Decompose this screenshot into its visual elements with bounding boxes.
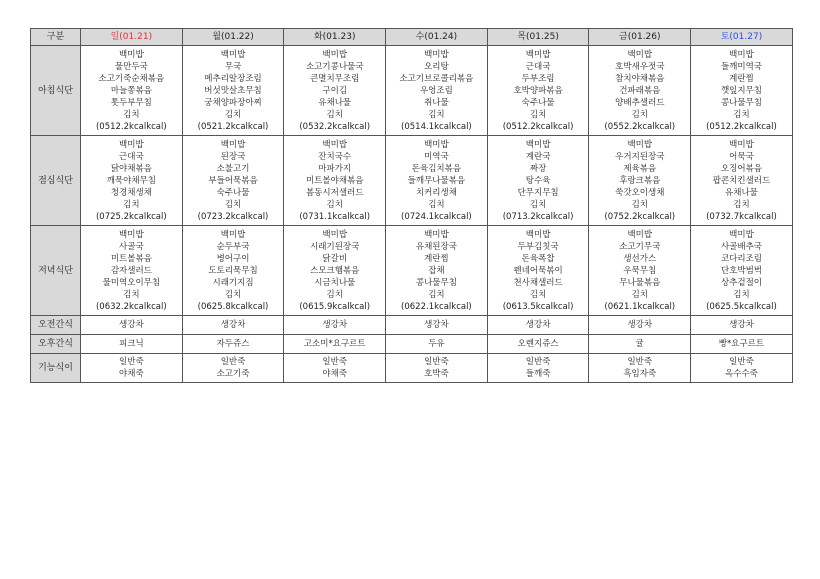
menu-item: 김치 — [733, 110, 750, 120]
menu-item: 소고기죽 — [216, 369, 250, 379]
menu-cell — [81, 46, 183, 136]
menu-item: 계란찜 — [424, 254, 449, 264]
menu-item: 탕수육 — [525, 176, 551, 186]
menu-item: 백미밥 — [525, 140, 551, 150]
menu-cell: 고소미*요구르트 — [284, 335, 386, 354]
menu-item: (0613.5kcalkcal) — [502, 302, 574, 312]
menu-item: (0713.2kcalkcal) — [502, 212, 574, 222]
menu-item: (0512.2kcalkcal) — [706, 122, 777, 132]
menu-item: 시래기된장국 — [310, 242, 360, 252]
menu-item: 메추리알장조림 — [204, 74, 262, 84]
menu-item: (0752.2kcalkcal) — [604, 212, 676, 222]
menu-item: 궁채양파장아찌 — [204, 98, 262, 108]
menu-item: 김치 — [224, 290, 242, 300]
menu-item: 백미밥 — [220, 50, 246, 60]
menu-cell — [386, 136, 488, 226]
menu-item: 참치야채볶음 — [615, 74, 665, 84]
menu-item: (0512.2kcalkcal) — [502, 122, 574, 132]
menu-item: 유채나물 — [725, 188, 758, 198]
menu-item: 쑥갓오이생채 — [615, 188, 665, 198]
menu-item: 백미밥 — [729, 50, 754, 60]
menu-item: 백미밥 — [627, 140, 653, 150]
menu-item: 돈육폭찹 — [521, 254, 555, 264]
menu-item: (0723.2kcalkcal) — [197, 212, 269, 222]
menu-item: 백미밥 — [424, 50, 449, 60]
menu-item: 사골국 — [119, 242, 144, 252]
menu-item: 김치 — [123, 110, 140, 120]
menu-item: 김치 — [224, 110, 242, 120]
menu-item: 팝콘치킨샐러드 — [712, 176, 771, 186]
menu-item: 두부김칫국 — [517, 242, 559, 252]
menu-item: 일반죽 — [220, 357, 246, 367]
menu-item: 야채죽 — [322, 369, 348, 379]
day-header-friday: 금(01.26) — [589, 29, 691, 46]
menu-cell — [182, 136, 284, 226]
menu-item: 마파가지 — [318, 164, 352, 174]
menu-item: 오징어볶음 — [720, 164, 762, 174]
menu-item: 김치 — [123, 290, 140, 300]
menu-cell — [691, 136, 793, 226]
menu-cell: 생강차 — [487, 316, 589, 335]
menu-item: (0621.1kcalkcal) — [604, 302, 676, 312]
menu-item: 무국 — [224, 62, 242, 72]
menu-cell — [487, 354, 589, 383]
menu-item: 김치 — [326, 290, 343, 300]
menu-item: (0615.9kcalkcal) — [299, 302, 371, 312]
menu-item: 일반죽 — [729, 357, 754, 367]
menu-item: 숙주나물 — [521, 98, 555, 108]
menu-item: 김치 — [123, 200, 140, 210]
menu-cell — [487, 226, 589, 316]
menu-item: 코다리조림 — [720, 254, 762, 264]
day-header-monday: 월(01.22) — [182, 29, 284, 46]
menu-item: (0514.1kcalkcal) — [401, 122, 472, 132]
menu-item: 들깨무나물볶음 — [407, 176, 466, 186]
row-label-pm-snack: 오후간식 — [31, 335, 81, 354]
menu-cell — [691, 226, 793, 316]
menu-item: 흑임자죽 — [623, 369, 657, 379]
menu-item: 김치 — [428, 290, 445, 300]
menu-item: 유채된장국 — [415, 242, 457, 252]
menu-item: (0625.5kcalkcal) — [706, 302, 777, 312]
menu-item: 어묵국 — [729, 152, 754, 162]
menu-item: 우엉조림 — [419, 86, 453, 96]
menu-cell: 빵*요구르트 — [691, 335, 793, 354]
menu-item: 두부조림 — [521, 74, 555, 84]
menu-item: (0512.2kcalkcal) — [95, 122, 167, 132]
menu-item: (0552.2kcalkcal) — [604, 122, 676, 132]
menu-cell — [487, 46, 589, 136]
breakfast-row — [31, 46, 793, 136]
menu-cell — [589, 354, 691, 383]
menu-item: 우묵무침 — [623, 266, 657, 276]
day-header-saturday: 토(01.27) — [691, 29, 793, 46]
menu-item: 구이김 — [322, 86, 348, 96]
menu-item: 미트볼볶음 — [110, 254, 152, 264]
menu-item: 버섯맛살초무침 — [204, 86, 262, 96]
menu-item: 근대국 — [119, 152, 144, 162]
menu-item: 마늘쫑볶음 — [110, 86, 152, 96]
row-label-am-snack: 오전간식 — [31, 316, 81, 335]
menu-item: 김치 — [733, 290, 750, 300]
menu-item: 김치 — [529, 110, 547, 120]
lunch-row — [31, 136, 793, 226]
menu-item: 스모크햄볶음 — [310, 266, 360, 276]
menu-cell — [284, 354, 386, 383]
menu-item: 봄동시저샐러드 — [305, 188, 364, 198]
menu-item: 백미밥 — [119, 140, 144, 150]
menu-item: (0724.1kcalkcal) — [401, 212, 472, 222]
menu-item: 김치 — [733, 200, 750, 210]
menu-item: 단무지무침 — [517, 188, 559, 198]
menu-cell — [182, 354, 284, 383]
menu-item: 백미밥 — [627, 50, 653, 60]
menu-item: 소고기죽순채볶음 — [98, 74, 165, 84]
menu-item: (0632.2kcalkcal) — [95, 302, 167, 312]
row-label-dinner: 저녁식단 — [31, 226, 81, 316]
menu-cell: 생강차 — [691, 316, 793, 335]
menu-item: 백미밥 — [220, 230, 246, 240]
menu-item: 백미밥 — [525, 230, 551, 240]
menu-item: 들깨미역국 — [720, 62, 762, 72]
menu-item: 김치 — [326, 200, 343, 210]
menu-item: 닭야채볶음 — [110, 164, 152, 174]
menu-cell — [589, 46, 691, 136]
menu-item: (0625.8kcalkcal) — [197, 302, 269, 312]
menu-cell: 자두쥬스 — [182, 335, 284, 354]
menu-item: 김치 — [631, 200, 648, 210]
menu-item: 감자샐러드 — [110, 266, 152, 276]
menu-item: 김치 — [631, 110, 648, 120]
row-label-breakfast: 아침식단 — [31, 46, 81, 136]
pm-snack-row — [31, 335, 793, 354]
menu-item: (0725.2kcalkcal) — [95, 212, 167, 222]
menu-item: 제육볶음 — [623, 164, 657, 174]
menu-cell — [386, 46, 488, 136]
menu-cell: 생강차 — [386, 316, 488, 335]
am-snack-row — [31, 316, 793, 335]
menu-item: 도토리묵무침 — [208, 266, 258, 276]
menu-item: 큰멸치무조림 — [310, 74, 360, 84]
menu-item: 백미밥 — [729, 230, 754, 240]
menu-item: 숙주나물 — [216, 188, 250, 198]
menu-item: 김치 — [529, 290, 547, 300]
menu-cell — [284, 136, 386, 226]
menu-cell — [487, 136, 589, 226]
menu-cell — [589, 226, 691, 316]
special-diet-row — [31, 354, 793, 383]
menu-item: 김치 — [428, 110, 445, 120]
menu-item: 호박양파볶음 — [513, 86, 563, 96]
menu-cell: 생강차 — [81, 316, 183, 335]
menu-item: (0622.1kcalkcal) — [401, 302, 472, 312]
menu-item: 톳두부무침 — [110, 98, 152, 108]
menu-item: 백미밥 — [322, 50, 348, 60]
menu-item: 소불고기 — [216, 164, 250, 174]
menu-item: 일반죽 — [119, 357, 144, 367]
menu-cell: 두유 — [386, 335, 488, 354]
menu-item: 콩나물무침 — [415, 278, 457, 288]
menu-item: 물만두국 — [114, 62, 148, 72]
menu-item: 백미밥 — [424, 230, 449, 240]
menu-item: 호박새우젓국 — [615, 62, 665, 72]
menu-item: 김치 — [428, 200, 445, 210]
menu-item: 순두부국 — [216, 242, 250, 252]
menu-cell: 생강차 — [589, 316, 691, 335]
menu-item: 우거지된장국 — [615, 152, 665, 162]
menu-item: 백미밥 — [220, 140, 246, 150]
menu-cell — [691, 354, 793, 383]
menu-cell: 생강차 — [182, 316, 284, 335]
menu-item: (0532.2kcalkcal) — [299, 122, 371, 132]
dinner-row — [31, 226, 793, 316]
menu-item: 취나물 — [424, 98, 449, 108]
menu-item: 들깨죽 — [525, 369, 551, 379]
menu-item: 미트볼야채볶음 — [305, 176, 364, 186]
menu-item: 일반죽 — [627, 357, 653, 367]
menu-item: (0521.2kcalkcal) — [197, 122, 269, 132]
menu-item: 근대국 — [525, 62, 551, 72]
menu-item: 시래기지짐 — [212, 278, 254, 288]
menu-item: 상추겉절이 — [720, 278, 762, 288]
header-row — [31, 29, 793, 46]
menu-item: 소고기무국 — [619, 242, 661, 252]
menu-item: 백미밥 — [119, 230, 144, 240]
menu-cell — [81, 354, 183, 383]
menu-item: 김치 — [529, 200, 547, 210]
menu-item: 김치 — [631, 290, 648, 300]
menu-item: 소고기콩나물국 — [305, 62, 364, 72]
menu-item: 백미밥 — [525, 50, 551, 60]
menu-item: 건파래볶음 — [619, 86, 661, 96]
menu-item: 후랑크볶음 — [619, 176, 661, 186]
menu-item: 사골배추국 — [720, 242, 762, 252]
menu-item: 백미밥 — [119, 50, 144, 60]
menu-cell — [81, 136, 183, 226]
menu-item: 백미밥 — [627, 230, 653, 240]
menu-item: 돈육김치볶음 — [411, 164, 462, 174]
menu-item: 소고기브로콜리볶음 — [399, 74, 474, 84]
menu-cell: 생강차 — [284, 316, 386, 335]
menu-item: 일반죽 — [525, 357, 551, 367]
menu-item: 양배추샐러드 — [615, 98, 665, 108]
menu-item: 깨묵야채무침 — [106, 176, 156, 186]
menu-item: 깻잎지무침 — [720, 86, 762, 96]
row-label-lunch: 점심식단 — [31, 136, 81, 226]
header-label: 구분 — [31, 29, 81, 46]
menu-item: 물미역오이무침 — [102, 278, 161, 288]
menu-item: 청경채생채 — [110, 188, 152, 198]
menu-item: 백미밥 — [424, 140, 449, 150]
menu-item: 시금치나물 — [314, 278, 356, 288]
menu-item: 옥수수죽 — [725, 369, 758, 379]
day-header-wednesday: 수(01.24) — [386, 29, 488, 46]
menu-item: 김치 — [326, 110, 343, 120]
menu-item: 호박죽 — [424, 369, 449, 379]
menu-item: 잔치국수 — [318, 152, 352, 162]
menu-item: 오리탕 — [424, 62, 449, 72]
menu-cell — [589, 136, 691, 226]
menu-item: 닭갈비 — [322, 254, 348, 264]
menu-cell: 오렌지쥬스 — [487, 335, 589, 354]
menu-item: 천사채샐러드 — [513, 278, 563, 288]
row-label-special-diet: 기능식이 — [31, 354, 81, 383]
menu-item: 병어구이 — [216, 254, 250, 264]
menu-item: 생선가스 — [623, 254, 657, 264]
day-header-tuesday: 화(01.23) — [284, 29, 386, 46]
menu-item: 부들어묵볶음 — [208, 176, 258, 186]
menu-item: 잡채 — [428, 266, 445, 276]
menu-item: 펜네어묵볶이 — [513, 266, 563, 276]
menu-item: 백미밥 — [729, 140, 754, 150]
menu-item: 미역국 — [424, 152, 449, 162]
menu-cell — [81, 226, 183, 316]
weekly-meal-table — [30, 28, 793, 383]
menu-cell — [386, 354, 488, 383]
menu-cell — [691, 46, 793, 136]
menu-item: 계란국 — [525, 152, 551, 162]
menu-item: 된장국 — [220, 152, 246, 162]
menu-item: 김치 — [224, 200, 242, 210]
menu-item: 짜장 — [529, 164, 547, 174]
menu-item: 계란찜 — [729, 74, 754, 84]
menu-item: 단호박범벅 — [720, 266, 762, 276]
menu-cell — [386, 226, 488, 316]
menu-cell — [182, 226, 284, 316]
day-header-sunday: 일(01.21) — [81, 29, 183, 46]
menu-cell — [284, 46, 386, 136]
menu-item: 유채나물 — [318, 98, 352, 108]
menu-item: 치커리생채 — [415, 188, 457, 198]
menu-item: (0731.1kcalkcal) — [299, 212, 371, 222]
menu-item: 일반죽 — [424, 357, 449, 367]
menu-item: 콩나물무침 — [720, 98, 762, 108]
day-header-thursday: 목(01.25) — [487, 29, 589, 46]
menu-item: 일반죽 — [322, 357, 348, 367]
menu-cell: 귤 — [589, 335, 691, 354]
menu-cell — [182, 46, 284, 136]
menu-item: 무나물볶음 — [619, 278, 661, 288]
menu-item: 야채죽 — [119, 369, 144, 379]
menu-cell: 피크닉 — [81, 335, 183, 354]
menu-item: 백미밥 — [322, 140, 348, 150]
menu-cell — [284, 226, 386, 316]
menu-item: 백미밥 — [322, 230, 348, 240]
menu-item: (0732.7kcalkcal) — [706, 212, 777, 222]
